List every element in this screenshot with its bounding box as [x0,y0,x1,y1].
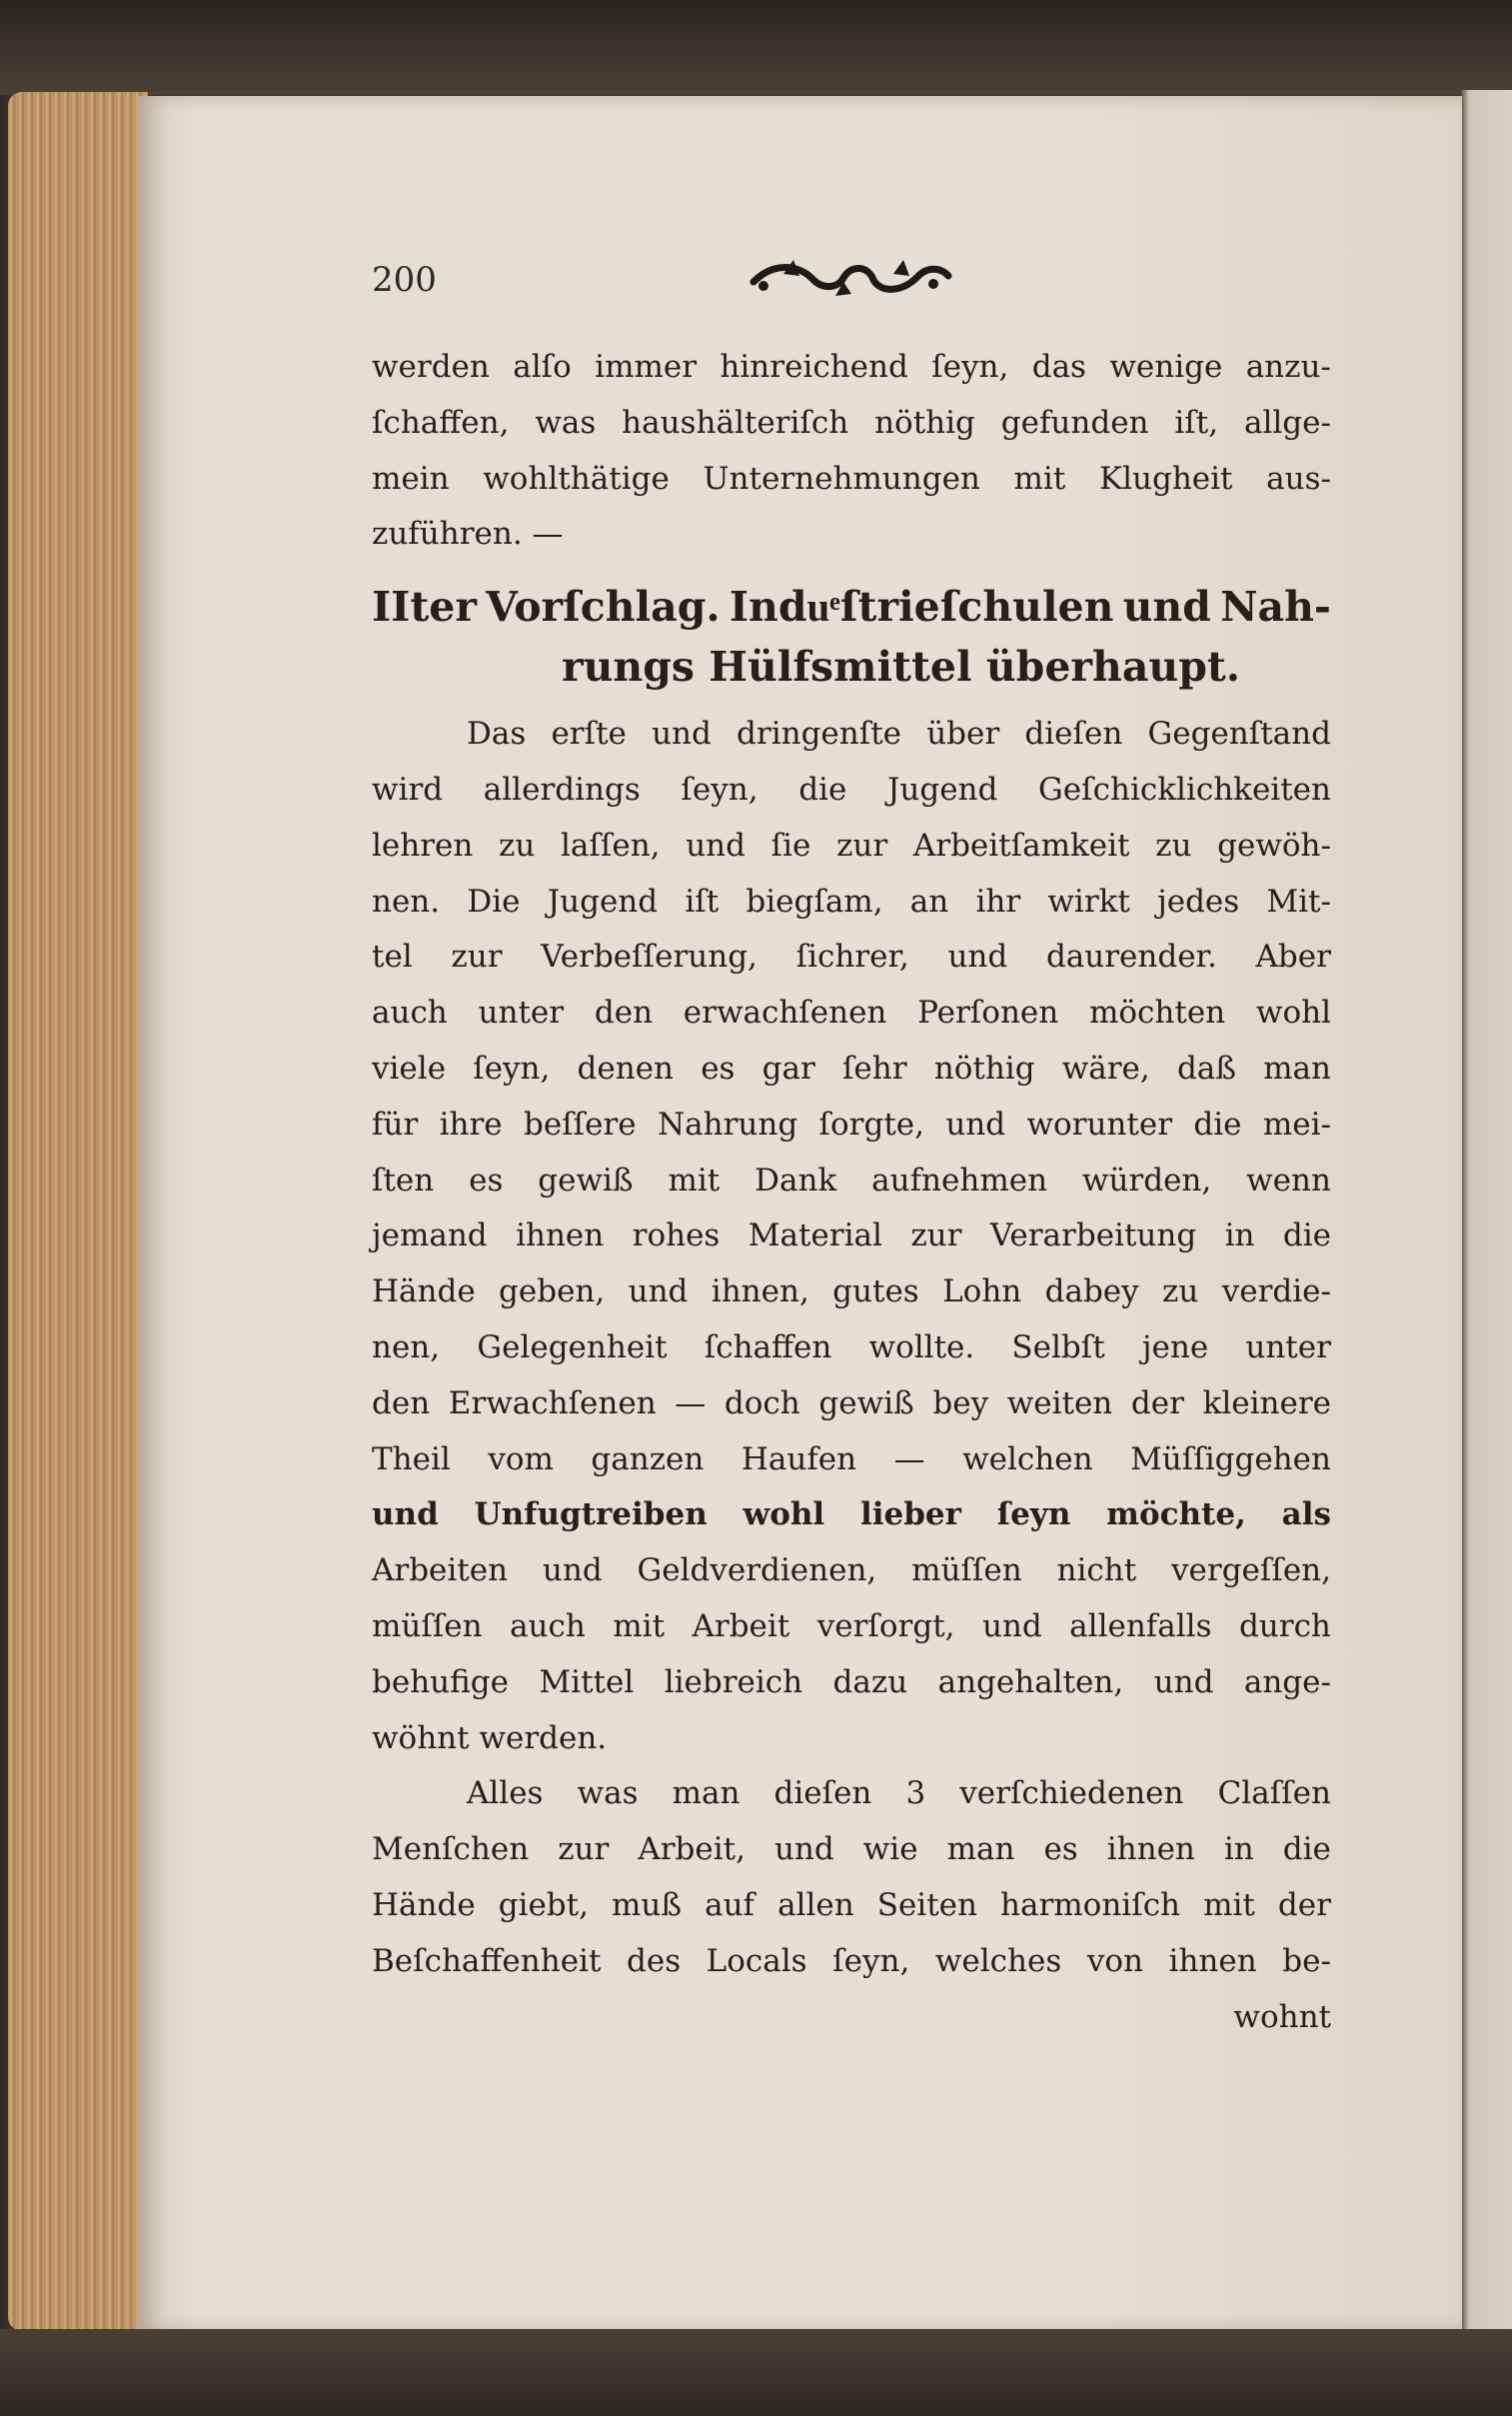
text-line: lehren zu laſſen, und ſie zur Arbeitſamkeit zu gewöh- [372,827,1331,864]
catchword: wohnt [1233,1998,1331,2035]
bottom-shadow [0,2329,1512,2416]
text-line: Alles was man dieſen 3 verſchiedenen Claſſen [467,1775,1331,1812]
text-line: müſſen auch mit Arbeit verſorgt, und allenfalls durch [372,1607,1331,1644]
text-line: viele ſeyn, denen es gar ſehr nöthig wäre, daß man [372,1050,1331,1087]
text-line: auch unter den erwachſenen Perſonen möchten wohl [372,995,1331,1032]
text-line: nen, Gelegenheit ſchaffen wollte. Selbſt jene unter [372,1328,1331,1365]
text-line: für ihre beſſere Nahrung ſorgte, und worunter die mei- [372,1106,1331,1143]
section-heading-continued: rungs Hülfsmittel überhaupt. [562,643,1241,692]
text-line: werden alſo immer hinreichend ſeyn, das wenige anzu- [372,349,1331,385]
text-line: tel zur Verbeſſerung, ſichrer, und daurender. Aber [372,939,1331,976]
text-line: wird allerdings ſeyn, die Jugend Geſchicklichkeiten [372,771,1331,808]
section-heading: IIter Vorſchlag. Induͤſtrieſchulen und Nah- [372,583,1331,632]
text-line: Beſchaffenheit des Locals ſeyn, welches von ihnen be- [372,1942,1331,1979]
text-line: ſchaffen, was haushälteriſch nöthig gefunden iſt, allge- [372,404,1331,441]
text-line: jemand ihnen rohes Material zur Verarbeitung in die [372,1217,1331,1254]
page-edges [8,92,148,2331]
text-line: Menſchen zur Arbeit, und wie man es ihnen in die [372,1831,1331,1868]
text-line: Arbeiten und Geldverdienen, müſſen nicht vergeſſen, [372,1552,1331,1589]
text-line: mein wohlthätige Unternehmungen mit Klugheit aus- [372,460,1331,497]
text-line: zuführen. — [372,516,564,553]
text-line: Theil vom ganzen Haufen — welchen Müſſiggehen [372,1440,1331,1477]
vine-ornament-icon [744,252,953,304]
text-line: behufige Mittel liebreich dazu angehalten, und ange- [372,1663,1331,1700]
text-line: Hände geben, und ihnen, gutes Lohn dabey zu verdie- [372,1273,1331,1310]
text-block [372,340,1331,2045]
text-line: Das erſte und dringenſte über dieſen Gegenſtand [467,716,1331,753]
top-shadow [0,0,1512,95]
page-header [372,252,1331,322]
text-line: und Unfugtreiben wohl lieber ſeyn möchte, als [372,1496,1331,1533]
text-line: nen. Die Jugend iſt biegſam, an ihr wirkt jedes Mit- [372,883,1331,920]
text-line: Hände giebt, muß auf allen Seiten harmoniſch mit der [372,1886,1331,1923]
text-line: den Erwachſenen — doch gewiß bey weiten der kleinere [372,1384,1331,1421]
page-number: 200 [372,260,437,300]
text-line: ſten es gewiß mit Dank aufnehmen würden, wenn [372,1162,1331,1199]
text-line: wöhnt werden. [372,1719,608,1756]
facing-page-edge [1461,90,1512,2339]
